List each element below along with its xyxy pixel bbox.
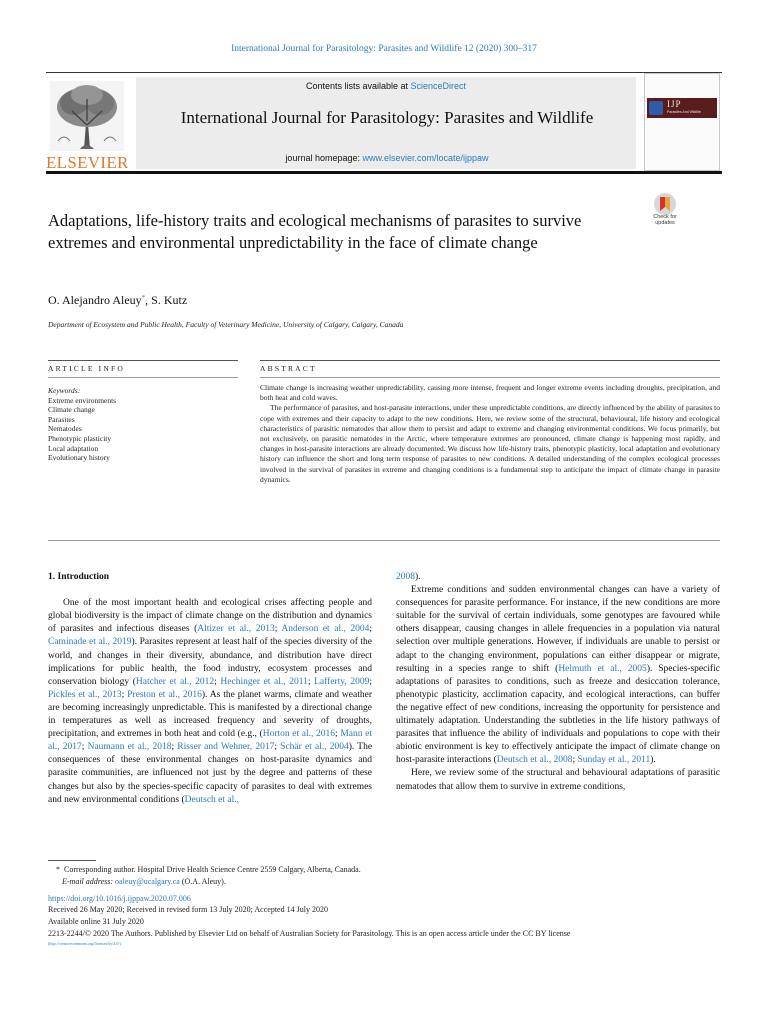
paragraph-text: ; <box>274 742 281 753</box>
paper-title: Adaptations, life-history traits and ecological mechanisms of parasites to survive extremes and environmental unpredictability in the face of climate change <box>48 211 582 252</box>
citation-link[interactable]: Risser and Wehner, 2017 <box>177 742 275 753</box>
journal-masthead <box>46 72 722 174</box>
check-updates-line2: updates <box>655 220 675 226</box>
journal-title[interactable]: International Journal for Parasitology: Parasites and Wildlife <box>180 108 594 127</box>
citation-link[interactable]: Anderson et al., 2004 <box>281 624 370 635</box>
paragraph-text: ; <box>171 742 178 753</box>
citation-link[interactable]: Helmuth et al., 2005 <box>558 663 647 674</box>
elsevier-wordmark: ELSEVIER <box>46 153 129 172</box>
homepage-line <box>142 153 632 163</box>
cover-abbrev: IJP <box>667 99 682 109</box>
paragraph-text: ; <box>369 624 373 635</box>
author-list <box>48 293 187 308</box>
body-column-right <box>396 571 720 794</box>
doi-link[interactable]: https://doi.org/10.1016/j.ijppaw.2020.07.006 <box>48 893 191 903</box>
keywords-list <box>48 386 238 463</box>
citation-link[interactable]: Mann et al., 2017 <box>48 729 372 753</box>
paragraph-text: One of the most important health and ecological crises affecting people and global biodiversity is the impact of climate change on the distribution and dynamics of parasites and infectious diseases ( <box>48 598 372 635</box>
keyword-item: Nematodes <box>48 424 82 434</box>
sciencedirect-link[interactable]: ScienceDirect <box>410 81 467 91</box>
citation-link[interactable]: 2008 <box>396 572 415 582</box>
citation-link[interactable]: Naumann et al., 2018 <box>87 742 172 753</box>
email-link[interactable]: oaleuy@ucalgary.ca <box>115 876 180 886</box>
contents-line <box>136 81 636 91</box>
paragraph-text: ; <box>369 676 373 687</box>
keyword-item: Evolutionary history <box>48 453 110 463</box>
citation-link[interactable]: Caminade et al., 2019 <box>48 637 132 648</box>
copyright-line: 2213-2244/© 2020 The Authors. Published by Elsevier Ltd on behalf of Australian Society for Parasitology. This is an open access article under the CC BY license <box>48 928 571 938</box>
citation-link[interactable]: Preston et al., 2016 <box>127 689 202 700</box>
citation-link[interactable]: Altizer et al., 2013 <box>197 624 275 635</box>
corresponding-author-note <box>48 864 728 876</box>
affiliation: Department of Ecosystem and Public Health, Faculty of Veterinary Medicine, University of Calgary, Calgary, Canada <box>48 320 404 329</box>
intro-paragraph-3: Here, we review some of the structural and behavioural adaptations of parasitic nematodes that allow them to survive in extreme conditions, <box>396 768 720 792</box>
email-note <box>48 876 728 888</box>
paragraph-text: ; <box>214 676 221 687</box>
abstract-paragraph: The performance of parasites, and host-parasite interactions, under these unpredictable conditions, are directly influenced by the ability of parasites to cope with extremes and their capacity to adapt to the new conditions. Here, we review some of the structural, behavioural, life history and ecological characteristics of parasitic nematodes that allow them to persist and adapt to extreme and changing environmental conditions. We focus primarily, but not exclusively, on parasitic nematodes in the Arctic, where temperature extremes are pronounced, climate change is happening most rapidly, and changes in host-parasite interactions are already documented. We discuss how life-history traits, phenotypic plasticity, local adaptation and evolutionary history can influence the short and long term response of parasites to new conditions. A detailed understanding of the complex ecological processes involved in the survival of parasites in extreme and changing conditions is a fundamental step to anticipate the impact of climate change in parasite dynamics. <box>260 403 720 484</box>
article-info-heading: ARTICLE INFO <box>48 360 238 373</box>
paragraph-text: ; <box>81 742 88 753</box>
paragraph-text: ; <box>307 676 315 687</box>
intro-paragraph-1 <box>48 597 372 807</box>
available-online: Available online 31 July 2020 <box>48 917 144 927</box>
homepage-prefix: journal homepage: <box>285 153 363 163</box>
footnotes <box>48 864 728 947</box>
paragraph-text: ; <box>274 624 282 635</box>
check-for-updates-badge[interactable] <box>648 193 682 233</box>
paragraph-text: ). Species-specific adaptations of parasites to conditions, such as freeze and desiccation tolerance, phenotypic plasticity, acclimation capacity, and ecological interactions, can buffer the negative effect of new conditions, increasing the opportunity for persistence and ultimately adaptation. Understanding the subtleties in the life history pathways of parasites that influence the ability of individuals and populations to cope with their abiotic environment is key to effectively anticipate the impact of climate change on host-parasite interactions ( <box>396 663 720 766</box>
email-suffix: (O.A. Aleuy). <box>179 876 226 886</box>
paragraph-text: ). As the planet warms, climate and weather are becoming increasingly unpredictable. This is manifested by a directional change in temperatures as well as increased frequency and severity of droughts, precipitation, and extremes in both heat and cold (e.g., ( <box>48 689 372 740</box>
paragraph-text: ). <box>650 755 656 766</box>
paragraph-text: ; <box>572 755 578 766</box>
keyword-item: Local adaptation <box>48 443 99 453</box>
journal-cover-thumbnail[interactable] <box>644 73 720 171</box>
citation-link[interactable]: Sunday et al., 2011 <box>577 755 651 766</box>
citation-link[interactable]: Horton et al., 2016 <box>262 729 336 740</box>
footnote-mark: * <box>56 865 60 874</box>
citation-link[interactable]: Schär et al., 2004 <box>280 742 349 753</box>
check-updates-label <box>648 214 682 226</box>
citation-link[interactable]: Pickles et al., 2013 <box>48 689 122 700</box>
abstract-bottom-divider <box>48 540 720 541</box>
paragraph-text: Extreme conditions and sudden environmental changes can have a variety of consequences for parasite performance. For instance, if the new conditions are more suitable for the survival of certain individuals, some genotypes are favoured while others disappear, causing changes in allele frequencies in a population via natural selection over multiple generations. However, if individuals are unable to persist or adapt to the changing environment, populations can either disappear or migrate, resulting in a species range to shift ( <box>396 585 720 674</box>
paragraph-text: ; <box>121 689 128 700</box>
author-kutz[interactable]: , S. Kutz <box>145 293 188 307</box>
license-link[interactable]: (http://creativecommons.org/licenses/by/4.0/). <box>48 940 122 946</box>
corresponding-author-text: Corresponding author. Hospital Drive Health Science Centre 2559 Calgary, Alberta, Canada. <box>64 865 361 874</box>
journal-reference-link[interactable]: International Journal for Parasitology: Parasites and Wildlife 12 (2020) 300–317 <box>231 44 537 54</box>
citation-link[interactable]: Lafferty, 2009 <box>314 676 370 687</box>
body-column-left <box>48 571 372 807</box>
keyword-item: Extreme environments <box>48 395 117 405</box>
paragraph-text: ). The consequences of these environmental changes on host-parasite dynamics and parasite communities, are influenced not just by the degree and patterns of these changes but also by the species-specific capacity of parasites to deal with extremes and new environmental conditions ( <box>48 742 373 805</box>
paragraph-text: ; <box>335 729 341 740</box>
corresponding-author-mark[interactable]: * <box>141 294 146 302</box>
cover-emblem-icon <box>649 101 663 115</box>
cover-subtitle: Parasites And Wildlife <box>667 110 701 114</box>
keyword-item: Parasites <box>48 414 75 424</box>
citation-link[interactable]: Deutsch et al., <box>184 794 240 805</box>
elsevier-tree-icon <box>50 81 124 151</box>
contents-prefix: Contents lists available at <box>305 81 411 91</box>
paragraph-text: ). <box>415 572 421 582</box>
received-dates: Received 26 May 2020; Received in revised form 13 July 2020; Accepted 14 July 2020 <box>48 905 328 915</box>
keyword-item: Climate change <box>48 405 95 415</box>
email-label: E-mail address: <box>62 876 114 886</box>
intro-paragraph-1-continued <box>396 571 720 584</box>
keywords-label: Keywords: <box>48 386 81 395</box>
author-aleuy[interactable]: O. Alejandro Aleuy <box>48 293 142 307</box>
footnote-divider <box>48 860 96 861</box>
paragraph-text: ). Parasites represent at least half of the species diversity of the world, and changes in their diversity, abundance, and distribution have direct implications for public health, the food industry, ecosystem processes and conservation biology ( <box>48 637 372 687</box>
journal-homepage-link[interactable]: www.elsevier.com/locate/ijppaw <box>362 153 489 163</box>
abstract-paragraph: Climate change is increasing weather unpredictability, causing more intense, frequent and longer extreme events including droughts, precipitation, and both heat and cold waves. <box>260 383 720 403</box>
abstract-body <box>260 383 720 485</box>
article-info-divider <box>48 377 238 378</box>
abstract-heading: ABSTRACT <box>260 360 720 373</box>
bookmark-icon <box>658 196 672 212</box>
section-heading-introduction: 1. Introduction <box>48 572 110 582</box>
citation-link[interactable]: Deutsch et al., 2008 <box>496 755 573 766</box>
elsevier-logo[interactable] <box>46 79 128 171</box>
citation-link[interactable]: Hechinger et al., 2011 <box>220 676 308 687</box>
keyword-item: Phenotypic plasticity <box>48 433 112 443</box>
citation-link[interactable]: Hatcher et al., 2012 <box>135 676 215 687</box>
intro-paragraph-2 <box>396 584 720 767</box>
check-updates-line1: Check for <box>653 214 677 220</box>
abstract-divider <box>260 377 720 378</box>
